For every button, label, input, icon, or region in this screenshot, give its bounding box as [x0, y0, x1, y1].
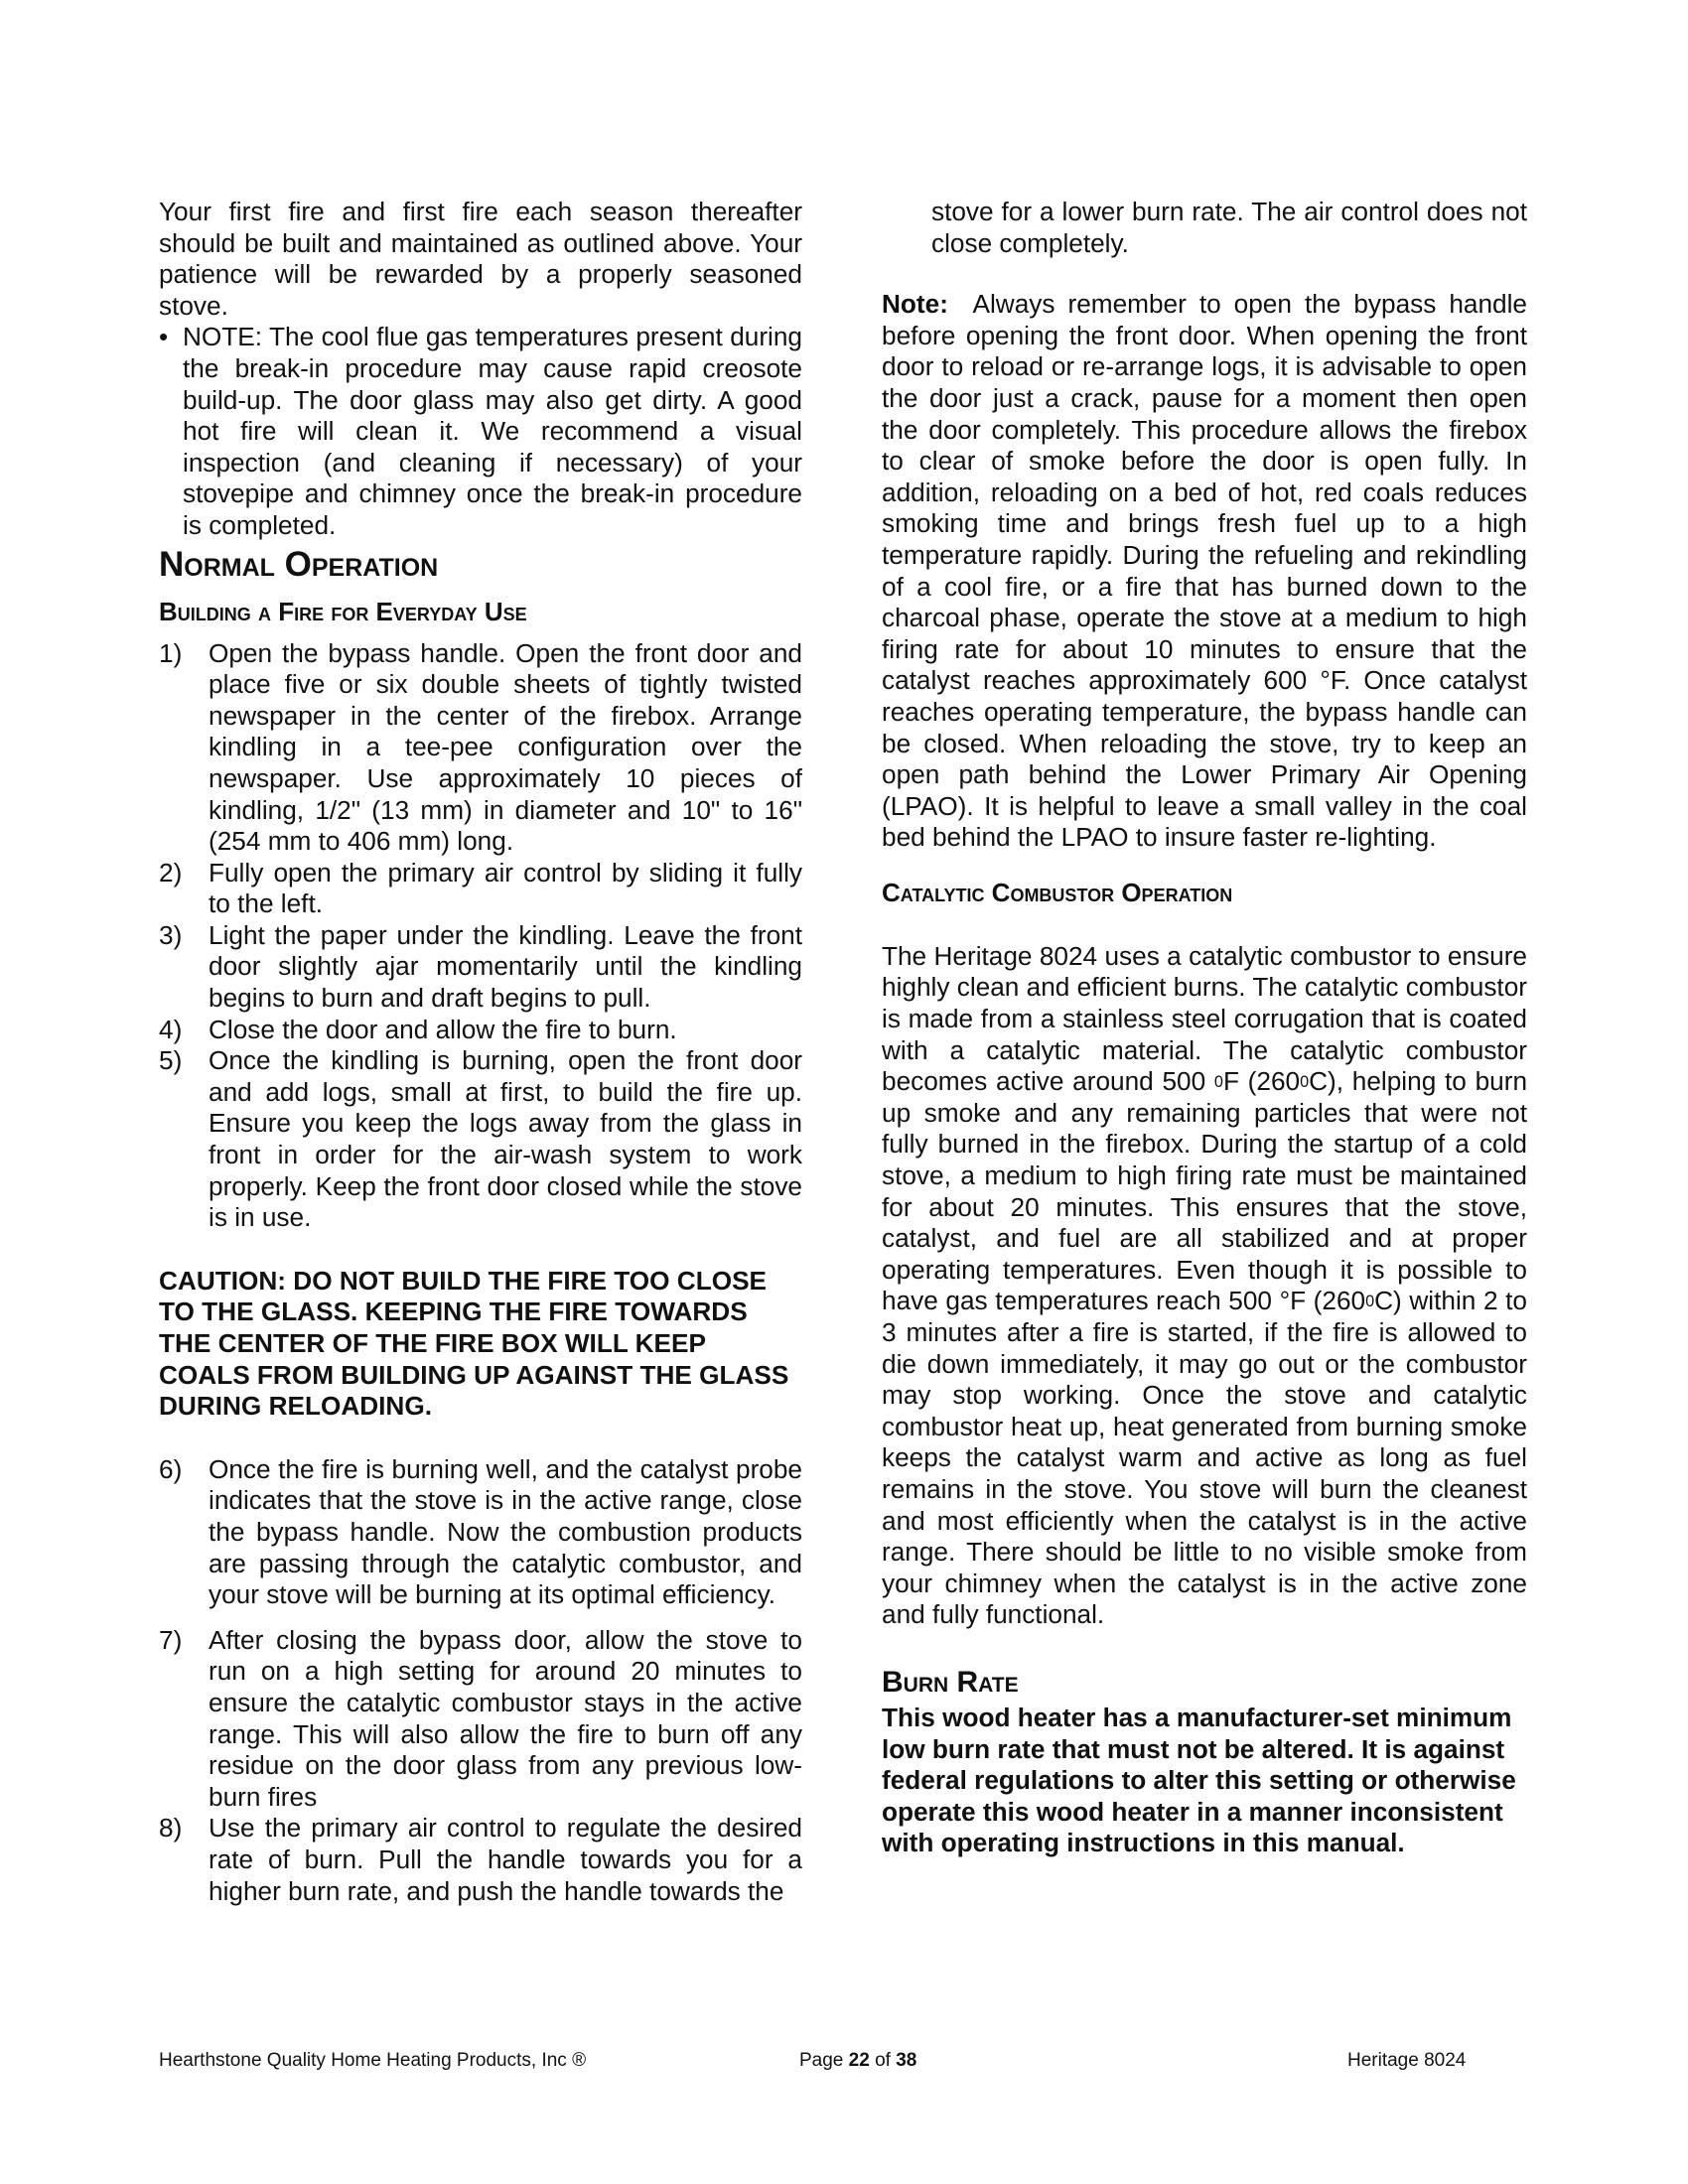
step-item — [159, 1625, 802, 1814]
subheading-building-fire: Building a Fire for Everyday Use — [159, 596, 527, 626]
step-item — [159, 1015, 802, 1046]
step-item — [159, 638, 802, 858]
steps-list-2 — [159, 1454, 802, 1907]
step-item — [159, 858, 802, 920]
catalytic-paragraph — [882, 941, 1527, 1631]
step-item — [159, 1045, 802, 1234]
catalytic-text-4: C) within 2 to 3 minutes after a fire is started, if the fire is allowed to die down immediately, it may go out or the combustor may stop working. Once the stove and catalytic combustor heat up, heat generated from burning smoke keeps the catalyst warm and active as long as fuel remains in the stove. You stove will burn the cleanest and most efficiently when the catalyst is in the active range. There should be little to no visible smoke from your chimney when the catalyst is in the active zone and fully functional. — [882, 1286, 1527, 1630]
footer-model: Heritage 8024 — [1347, 2050, 1467, 2071]
step-text: Use the primary air control to regulate the desired rate of burn. Pull the handle towards you for a higher burn rate, and push the handle towards the — [209, 1813, 802, 1906]
step-8-continuation: stove for a lower burn rate. The air control does not close completely. — [931, 197, 1527, 258]
step-item — [159, 1454, 802, 1611]
section-heading-normal-operation: Normal Operation — [159, 544, 439, 584]
step-number: 3) — [159, 919, 183, 950]
total-pages: 38 — [896, 2050, 917, 2071]
step-item — [159, 920, 802, 1015]
note-bullet — [159, 322, 802, 541]
note-text: Always remember to open the bypass handle before opening the front door. When opening the front door to reload or re-arrange logs, it is advisable to open the door just a crack, pause for a moment then open the door completely. This procedure allows the firebox to clear of smoke before the door is open fully. In addition, reloading on a bed of hot, red coals reduces smoking time and brings fresh fuel up to a high temperature rapidly. During the refueling and rekindling of a cool fire, or a fire that has burned down to the charcoal phase, operate the stove at a medium to high firing rate for about 10 minutes to ensure that the catalyst reaches approximately 600 °F. Once catalyst reaches operating temperature, the bypass handle can be closed. When reloading the stove, try to keep an open path behind the Lower Primary Air Opening (LPAO). It is helpful to leave a small valley in the coal bed behind the LPAO to insure faster re-lighting. — [882, 289, 1528, 853]
page-prefix: Page — [799, 2050, 849, 2071]
step-text: Fully open the primary air control by sliding it fully to the left. — [209, 857, 802, 919]
catalytic-text-3: C), helping to burn up smoke and any remaining particles that were not fully burned in the firebox. During the startup of a cold stove, a medium to high firing rate must be maintained for about 20 minutes. This ensures that the stove, catalyst, and fuel are all stabilized and at proper operating temperatures. Even though it is possible to have gas temperatures reach 500 °F (260 — [882, 1066, 1528, 1316]
subheading-catalytic-combustor: Catalytic Combustor Operation — [882, 877, 1233, 907]
degree-superscript: 0 — [1213, 1073, 1223, 1092]
step-text: Once the fire is burning well, and the catalyst probe indicates that the stove is in the active range, close the bypass handle. Now the combustion products are passing through the catalytic combustor, and your stove will be burning at its optimal efficiency. — [209, 1453, 802, 1610]
note-paragraph — [882, 289, 1527, 854]
section-heading-burn-rate: Burn Rate — [882, 1665, 1019, 1699]
page-of: of — [869, 2050, 897, 2071]
step-number: 5) — [159, 1045, 183, 1076]
catalytic-text-1: The Heritage 8024 uses a catalytic combustor to ensure highly clean and efficient burns. The catalytic combustor is made from a stainless steel corrugation that is coated with a catalytic material. The catalytic combustor becomes active around 500 — [882, 940, 1527, 1097]
step-number: 7) — [159, 1624, 183, 1655]
caution-notice: CAUTION: DO NOT BUILD THE FIRE TOO CLOSE TO THE GLASS. KEEPING THE FIRE TOWARDS THE CENTER OF THE FIRE BOX WILL KEEP COALS FROM BUILDING UP AGAINST THE GLASS DURING RELOADING. — [159, 1265, 789, 1422]
step-text: After closing the bypass door, allow the stove to run on a high setting for around 20 minutes to ensure the catalytic combustor stays in the active range. This will also allow the fire to burn off any residue on the door glass from any previous low-burn fires — [209, 1624, 802, 1812]
step-number: 8) — [159, 1813, 183, 1843]
step-text: Close the door and allow the fire to burn. — [209, 1014, 677, 1044]
footer-company: Hearthstone Quality Home Heating Products, Inc ® — [159, 2050, 587, 2071]
burn-rate-warning: This wood heater has a manufacturer-set minimum low burn rate that must not be altered. It is against federal regulations to alter this setting or otherwise operate this wood heater in a manner inconsistent with operating instructions in this manual. — [882, 1702, 1516, 1858]
note-bullet-text: NOTE: The cool flue gas temperatures present during the break-in procedure may cause rapid creosote build-up. The door glass may also get dirty. A good hot fire will clean it. We recommend a visual inspection (and cleaning if necessary) of your stovepipe and chimney once the break-in procedure is completed. — [183, 322, 802, 540]
note-label: Note: — [882, 289, 948, 320]
step-number: 4) — [159, 1014, 183, 1044]
step-number: 6) — [159, 1453, 183, 1484]
degree-superscript: 0 — [1300, 1073, 1310, 1092]
step-item — [159, 1813, 802, 1907]
step-number: 2) — [159, 857, 183, 887]
catalytic-text-2: F (260 — [1222, 1066, 1301, 1097]
degree-superscript: 0 — [1365, 1293, 1375, 1311]
step-number: 1) — [159, 637, 183, 668]
steps-list-1 — [159, 638, 802, 1234]
step-text: Once the kindling is burning, open the front door and add logs, small at first, to build the fire up. Ensure you keep the logs away from the glass in front in order for the air-wash system to work properly. Keep the front door closed while the stove is in use. — [209, 1045, 802, 1233]
current-page: 22 — [848, 2050, 870, 2071]
footer-page-number — [799, 2049, 916, 2073]
left-column — [159, 197, 802, 1907]
intro-paragraph: Your first fire and first fire each season thereafter should be built and maintained as outlined above. Your patience will be rewarded by a properly seasoned stove. — [159, 197, 802, 321]
bullet-mark: • — [159, 322, 169, 352]
right-column — [882, 197, 1527, 1859]
step-text: Light the paper under the kindling. Leave the front door slightly ajar momentarily until the kindling begins to burn and draft begins to pull. — [209, 919, 802, 1014]
step-text: Open the bypass handle. Open the front door and place five or six double sheets of tightly twisted newspaper in the center of the firebox. Arrange kindling in a tee-pee configuration over the newspaper. Use approximately 10 pieces of kindling, 1/2" (13 mm) in diameter and 10" to 16" (254 mm to 406 mm) long. — [209, 637, 802, 857]
